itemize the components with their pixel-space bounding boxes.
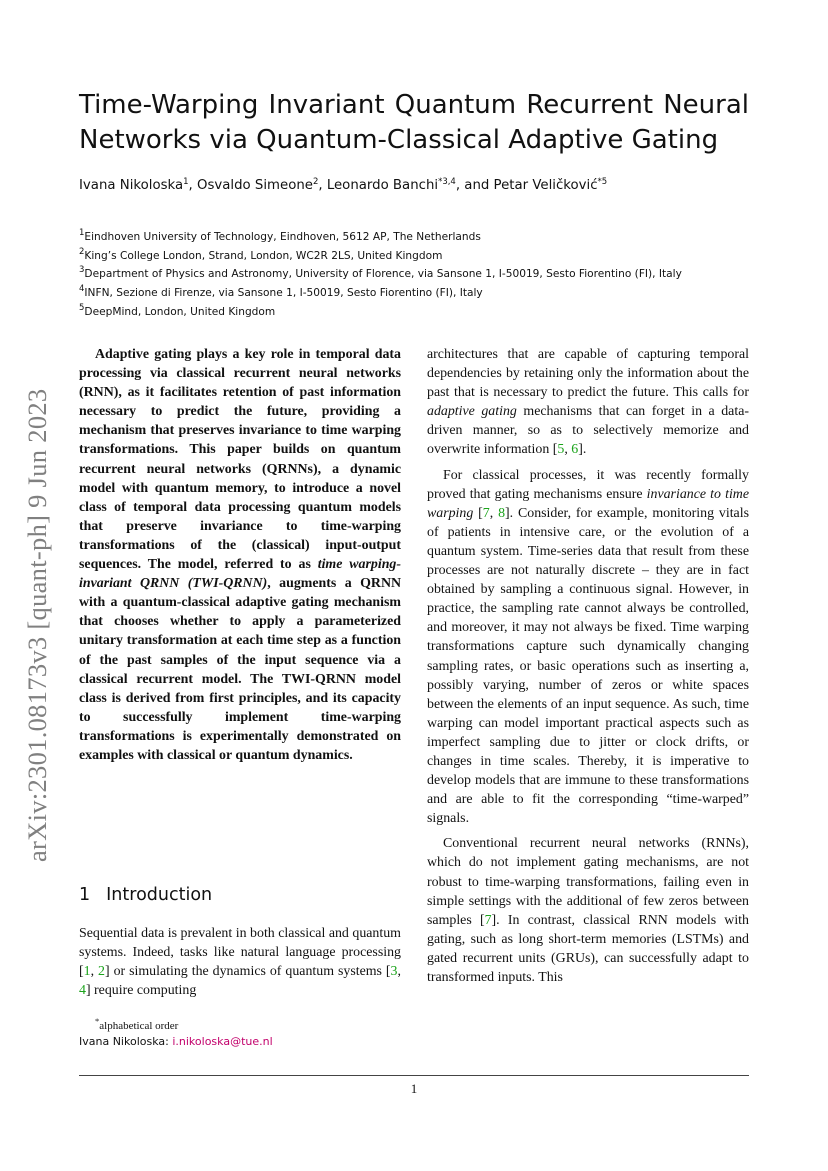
body-text: For classical processes, it was recently formally proved that gating mechanisms ensure [427, 467, 749, 502]
citation-link[interactable]: 4 [79, 983, 86, 999]
author-affiliation-mark: 2 [312, 177, 319, 187]
author-affiliation-mark: *3,4 [438, 177, 456, 187]
footnote [79, 1016, 273, 1049]
section-number: 1 [79, 885, 91, 905]
footnote-mark: * [95, 1016, 100, 1026]
paper-title [79, 88, 749, 158]
affiliation-number: 2 [79, 246, 85, 257]
abstract-model-name: time warping-invariant QRNN (TWI-QRNN) [79, 557, 401, 592]
affiliation-text: Department of Physics and Astronomy, University of Florence, via Sansone 1, I-50019, Sesto Fiorentino (FI), Italy [84, 268, 682, 281]
affiliation-text: Eindhoven University of Technology, Eindhoven, 5612 AP, The Netherlands [84, 231, 481, 243]
author-list [79, 178, 607, 193]
contact-line [79, 1034, 273, 1049]
author-name: Ivana Nikoloska [79, 178, 184, 193]
arxiv-identifier-stamp: arXiv:2301.08173v3 [quant-ph] 9 Jun 2023 [22, 388, 52, 862]
citation-link[interactable]: 7 [482, 505, 490, 521]
body-text: ] or simulating the dynamics of quantum systems [ [104, 964, 391, 980]
section-heading-introduction [79, 885, 212, 905]
affiliation-number: 3 [79, 265, 85, 276]
citation-link[interactable]: 3 [390, 964, 398, 980]
affiliation-number: 4 [79, 284, 85, 295]
emphasis-text: invariance to time warping [427, 486, 749, 521]
body-paragraph [427, 834, 749, 987]
body-text: , [564, 442, 572, 458]
body-text: , [90, 964, 99, 980]
citation-link[interactable]: 5 [557, 442, 565, 458]
author-affiliation-mark: *5 [597, 177, 608, 187]
title-line-2: Networks via Quantum-Classical Adaptive Gating [79, 125, 719, 155]
citation-link[interactable]: 2 [98, 964, 105, 980]
citation-link[interactable]: 7 [484, 912, 492, 928]
abstract-text: , augments a QRNN with a quantum-classical adaptive gating mechanism that chooses whether to apply a parameterized unitary transformation at each time step as a function of the past samples of the input sequence via a classical recurrent model. The TWI-QRNN model class is derived from first principles, and its capacity to successfully implement time-warping transformations is experimentally demonstrated on examples with classical or quantum dynamics. [79, 576, 402, 763]
author-name: Leonardo Banchi [326, 178, 439, 193]
footnote-note [79, 1016, 273, 1034]
body-text: architectures that are capable of capturing temporal dependencies by retaining only the information about the past that is necessary to predict the future. This calls for [427, 347, 749, 401]
abstract-text: Adaptive gating plays a key role in temporal data processing via classical recurrent neural networks (RNN), as it facilitates retention of past information necessary to predict the future, providing a mechanism that preserves invariance to time warping transformations. This paper builds on quantum recurrent neural networks (QRNNs), a dynamic model with quantum memory, to introduce a novel class of temporal data processing quantum models that preserve invariance to time-warping transformations of the (classical) input-output sequences. The model, referred to as [79, 347, 401, 573]
affiliation-text: INFN, Sezione di Firenze, via Sansone 1, I-50019, Sesto Fiorentino (FI), Italy [84, 287, 483, 300]
citation-link[interactable]: 8 [498, 505, 506, 521]
body-text: ]. In contrast, classical RNN models with gating, such as long short-term memories (LSTMs) and gated recurrent units (GRUs), can successfully adapt to transformed inputs. This [427, 912, 749, 985]
body-paragraph [427, 345, 749, 460]
affiliation-number: 1 [79, 228, 85, 238]
body-text: , [489, 505, 499, 521]
section-title: Introduction [106, 885, 213, 905]
affiliation-item [79, 303, 682, 322]
body-paragraph [427, 466, 749, 829]
affiliation-item [79, 247, 682, 266]
right-column [427, 345, 749, 993]
author-separator: , [318, 178, 327, 193]
contact-label: Ivana Nikoloska: [79, 1035, 173, 1048]
affiliation-list [79, 228, 682, 322]
author-name: Petar Veličković [493, 178, 598, 193]
footer-rule [79, 1075, 749, 1076]
citation-link[interactable]: 6 [571, 442, 579, 458]
affiliation-item [79, 284, 682, 303]
affiliation-item [79, 228, 682, 247]
body-text: [ [473, 505, 483, 521]
affiliation-text: DeepMind, London, United Kingdom [84, 305, 276, 318]
body-text: mechanisms that can forget in a data-driven manner, so as to selectively memorize and overwrite information [ [427, 404, 749, 458]
body-text: Sequential data is prevalent in both classical and quantum systems. Indeed, tasks like natural language processing [ [79, 926, 401, 980]
email-link[interactable]: i.nikoloska@tue.nl [172, 1035, 273, 1048]
emphasis-text: adaptive gating [427, 404, 517, 420]
body-text: , [397, 964, 401, 980]
body-text: ]. [578, 442, 587, 458]
body-text: ]. Consider, for example, monitoring vitals of patients in intensive care, or the evolution of a quantum system. Time-series data that result from these processes are not naturally discrete – they are in fact obtained by sampling a continuous signal. However, in practice, the sampling rate cannot always be controlled, and moreover, it may not always be fixed. Time warping transformations capture such dynamically changing sampling rates, or basic operations such as inserting a, possibly varying, number of zeros or white spaces between the elements of an input sequence. As such, time warping can model important practical aspects such as imperfect sampling due to jitter or clock drifts, or changes in time scales. Thereby, it is imperative to develop models that are immune to these transformations and are able to fit the corresponding “time-warped” signals. [427, 505, 749, 827]
author-name: Osvaldo Simeone [197, 178, 313, 193]
title-line-1: Time-Warping Invariant Quantum Recurrent Neural [79, 90, 749, 120]
affiliation-number: 5 [79, 302, 85, 313]
affiliation-item [79, 265, 682, 284]
page-number: 1 [410, 1081, 418, 1096]
author-affiliation-mark: 1 [183, 177, 189, 187]
author-separator: , and [455, 178, 494, 193]
citation-link[interactable]: 1 [83, 964, 91, 980]
intro-paragraph [79, 924, 401, 1000]
body-text: Conventional recurrent neural networks (RNNs), which do not implement gating mechanisms, are not robust to time-warping transformations, failing even in simple settings with the additional of few zeros between samples [ [427, 836, 749, 928]
author-separator: , [188, 178, 198, 193]
abstract [79, 345, 401, 765]
footnote-text: alphabetical order [99, 1020, 179, 1032]
body-text: ] require computing [85, 983, 197, 999]
affiliation-text: King’s College London, Strand, London, WC2R 2LS, United Kingdom [84, 249, 443, 262]
